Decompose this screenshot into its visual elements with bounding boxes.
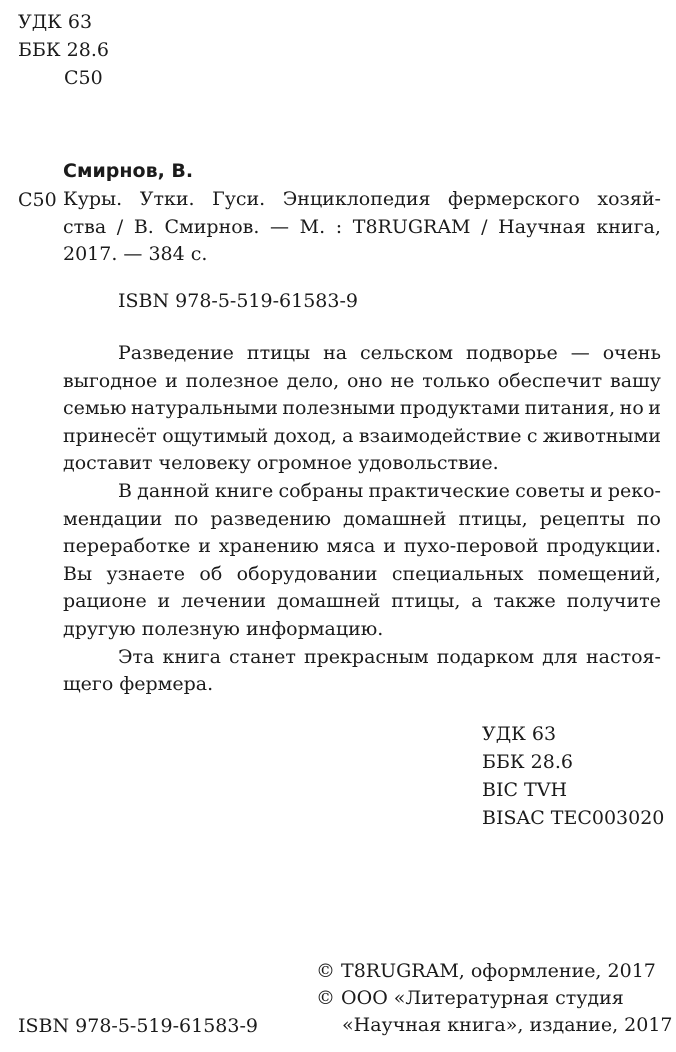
annotation-line xyxy=(63,506,661,534)
annotation-word: по xyxy=(636,507,661,530)
annotation-word: и xyxy=(157,590,171,613)
annotation-word: — xyxy=(570,342,590,364)
annotation-word: Эта xyxy=(118,645,155,668)
classification-right xyxy=(482,720,664,832)
bib-word: Гуси. xyxy=(212,188,266,210)
annotation-line xyxy=(118,340,661,368)
bibliographic-description xyxy=(63,186,663,269)
bic-code: BIC TVH xyxy=(482,779,568,801)
annotation-word: на xyxy=(323,342,348,364)
annotation-word: взаимодействие xyxy=(358,424,522,447)
bib-word: ства xyxy=(63,215,107,238)
annotation-word: Разведение xyxy=(118,342,234,364)
annotation-word: полезное xyxy=(185,369,279,392)
udk-code: УДК 63 xyxy=(482,723,557,745)
annotation-line: щего фермера. xyxy=(63,673,214,696)
bib-word: Смирнов. xyxy=(164,215,260,238)
annotation-word: принесёт xyxy=(63,424,157,447)
annotation-word: птицы, xyxy=(458,507,528,530)
bib-word: / xyxy=(481,215,488,238)
isbn-bottom: ISBN 978-5-519-61583-9 xyxy=(18,1015,258,1037)
annotation-word: получите xyxy=(566,590,661,613)
annotation-word: выгодное xyxy=(63,369,158,392)
annotation-word: оно xyxy=(347,369,383,392)
annotation-word: и xyxy=(165,369,178,392)
annotation-line xyxy=(63,368,661,396)
annotation-word: продуктами xyxy=(399,397,521,420)
annotation-line xyxy=(63,395,661,423)
annotation-word: практические xyxy=(368,479,510,502)
annotation-word: очень xyxy=(602,342,661,364)
copyright-line: © ООО «Литературная студия xyxy=(316,987,624,1009)
bib-word: В. xyxy=(133,215,154,238)
bib-word: М. xyxy=(299,215,326,238)
isbn: ISBN 978-5-519-61583-9 xyxy=(118,290,358,312)
annotation-word: птицы xyxy=(246,342,311,364)
annotation-word: доход, xyxy=(273,424,337,447)
annotation-line xyxy=(118,478,661,506)
annotation-word: лечении xyxy=(180,590,267,613)
annotation-word: продукции. xyxy=(546,535,661,558)
annotation-word: хранению xyxy=(218,535,319,558)
annotation-word: натуральными xyxy=(131,397,278,420)
annotation-word: питания, xyxy=(524,397,616,420)
annotation-word: переработке xyxy=(63,535,191,558)
annotation-word: рационе xyxy=(63,590,147,613)
annotation-word: книге xyxy=(214,479,274,502)
annotation-word: разведению xyxy=(210,507,331,530)
annotation-word: помещений, xyxy=(537,562,661,585)
annotation-word: В xyxy=(118,479,132,502)
annotation-word: и xyxy=(589,479,603,502)
annotation-word: домашней xyxy=(342,507,447,530)
annotation-word: а xyxy=(471,590,483,613)
annotation-word: об xyxy=(199,562,223,585)
copyright-block xyxy=(316,958,673,1039)
annotation-line: доставит человеку огромное удовольствие. xyxy=(63,452,499,475)
annotation-word: но xyxy=(619,397,644,420)
annotation-word: прекрасным xyxy=(303,645,429,668)
bib-word: : xyxy=(335,215,343,238)
bib-line-3: 2017. — 384 с. xyxy=(63,243,208,265)
annotation-line xyxy=(63,561,661,589)
annotation-word: с xyxy=(526,424,538,447)
annotation-word: рецепты xyxy=(539,507,625,530)
annotation-word: ощутимый xyxy=(162,424,269,447)
annotation-word: домашней xyxy=(276,590,381,613)
annotation-word: только xyxy=(422,369,490,392)
annotation-word: пухо-перовой xyxy=(403,535,539,558)
annotation-word: также xyxy=(493,590,556,613)
bib-word: фермерского xyxy=(448,188,580,210)
bbk-code: ББК 28.6 xyxy=(18,39,109,61)
bbk-code: ББК 28.6 xyxy=(482,751,573,773)
annotation-word: мендации xyxy=(63,507,163,530)
classification-top xyxy=(18,8,109,92)
annotation-word: настоя- xyxy=(585,645,661,668)
bib-word: Куры. xyxy=(63,188,123,210)
annotation-word: советы xyxy=(515,479,585,502)
annotation-word: сельском xyxy=(360,342,454,364)
annotation-word: а xyxy=(342,424,354,447)
bib-word: Утки. xyxy=(139,188,195,210)
author-code: С50 xyxy=(18,189,57,211)
bib-word: T8RUGRAM xyxy=(352,215,471,238)
bib-word: / xyxy=(116,215,124,238)
annotation-word: книга xyxy=(162,645,221,668)
annotation-word: не xyxy=(390,369,415,392)
annotation-word: мяса xyxy=(326,535,376,558)
annotation-line xyxy=(63,423,661,451)
annotation-line: другую полезную информацию. xyxy=(63,617,384,640)
copyright-line: © T8RUGRAM, оформление, 2017 xyxy=(316,960,656,982)
bisac-code: BISAC TEC003020 xyxy=(482,807,665,829)
bib-word: книга, xyxy=(596,215,661,238)
bib-word: Научная xyxy=(498,215,586,238)
annotation-word: дело, xyxy=(286,369,340,392)
annotation-word: станет xyxy=(229,645,296,668)
annotation-word: узнаете xyxy=(106,562,186,585)
annotation-word: для xyxy=(542,645,578,668)
annotation-word: вашу xyxy=(610,369,661,392)
annotation-word: и xyxy=(198,535,211,558)
bib-word: Энциклопедия xyxy=(282,188,431,210)
annotation-word: семью xyxy=(63,397,127,420)
annotation-word: Вы xyxy=(63,562,93,585)
annotation-word: полезными xyxy=(282,397,396,420)
annotation-word: собраны xyxy=(278,479,364,502)
annotation-word: животными xyxy=(542,424,661,447)
udk-code: УДК 63 xyxy=(18,11,93,33)
annotation-line xyxy=(118,644,661,672)
annotation-word: по xyxy=(174,507,199,530)
annotation-word: подарком xyxy=(436,645,535,668)
author-sign: С50 xyxy=(64,67,103,89)
annotation-word: данной xyxy=(137,479,210,502)
author-name: Смирнов, В. xyxy=(63,160,194,182)
bib-line-1 xyxy=(63,186,661,214)
bib-line-2 xyxy=(63,214,661,242)
annotation-word: специальных xyxy=(391,562,524,585)
annotation-line xyxy=(63,533,661,561)
annotation-line xyxy=(63,588,661,616)
annotation xyxy=(63,340,661,699)
annotation-word: реко- xyxy=(607,479,661,502)
bib-word: хозяй- xyxy=(597,188,661,210)
annotation-word: оборудовании xyxy=(236,562,378,585)
annotation-word: и xyxy=(648,397,661,420)
annotation-word: и xyxy=(383,535,396,558)
annotation-word: обеспечит xyxy=(497,369,603,392)
annotation-word: птицы, xyxy=(391,590,461,613)
copyright-line: «Научная книга», издание, 2017 xyxy=(342,1014,673,1036)
bib-word: — xyxy=(270,215,290,238)
annotation-word: подворье xyxy=(466,342,558,364)
